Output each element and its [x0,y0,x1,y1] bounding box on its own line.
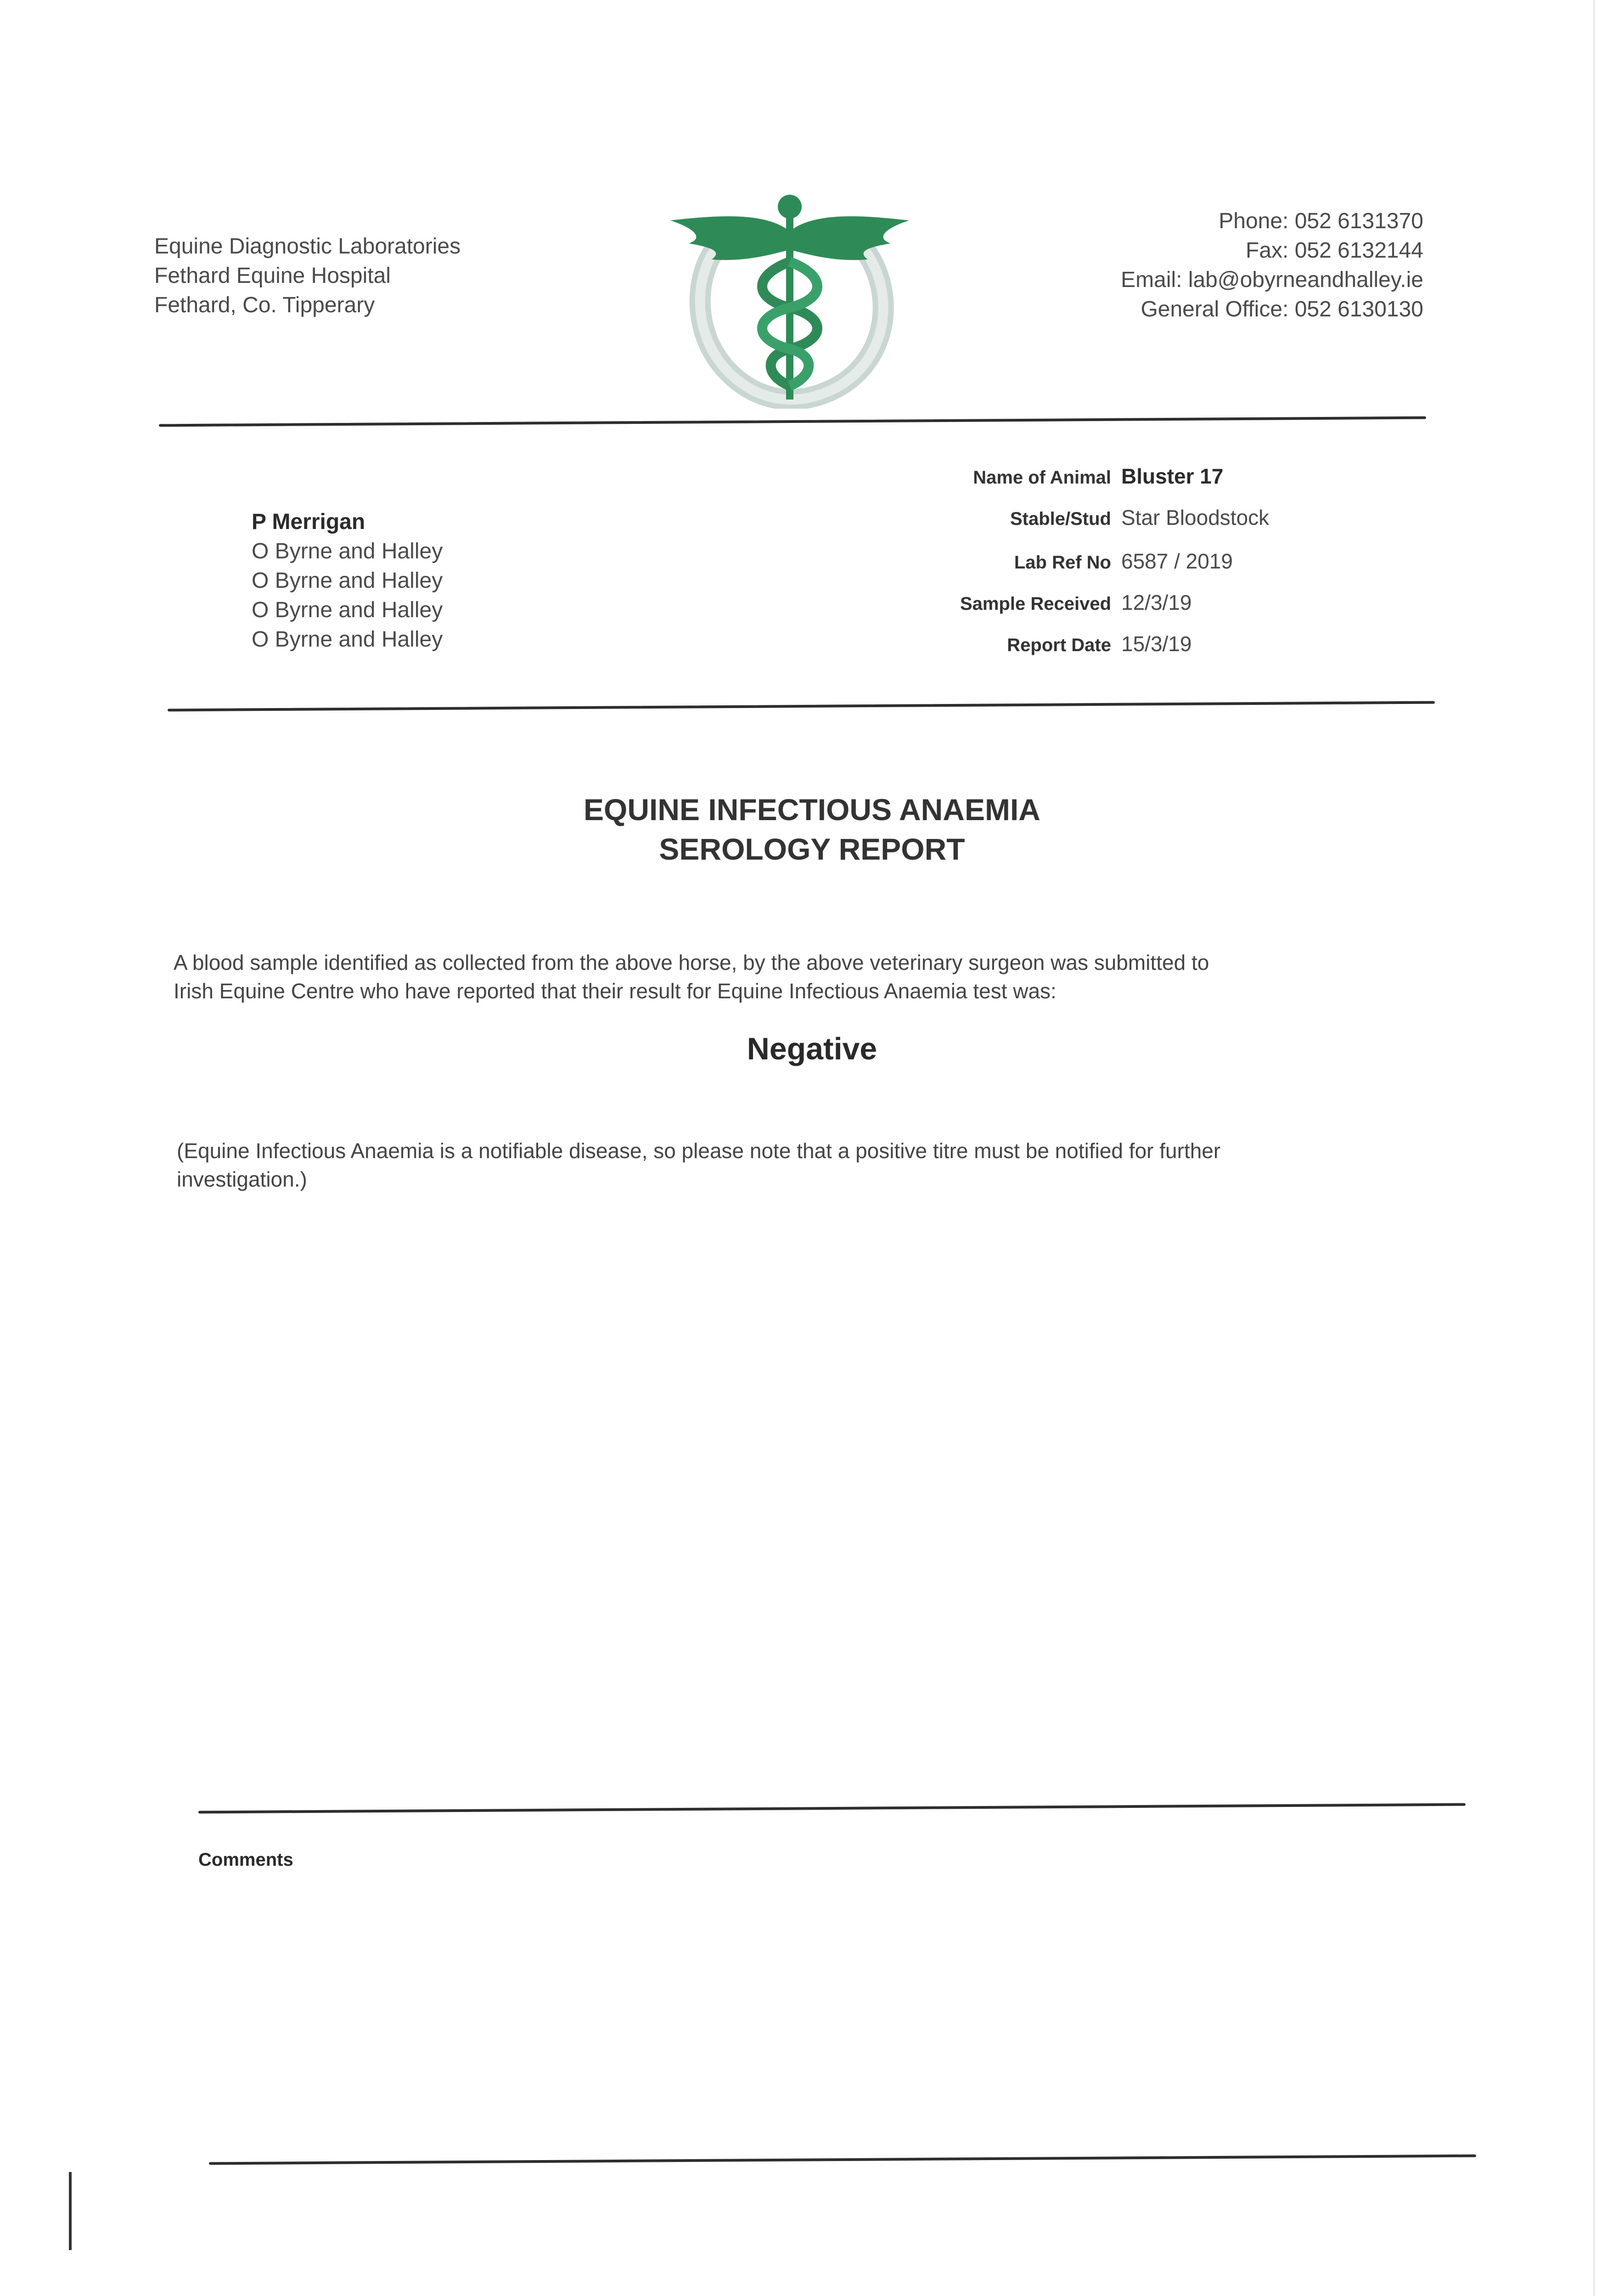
header-divider [159,416,1426,427]
intro-line: A blood sample identified as collected from the above horse, by the above veterinary surgeon was submitted to [174,951,1209,974]
notifiable-note [177,1137,1462,1193]
sample-received-label: Sample Received [960,594,1111,614]
report-date-row [900,629,1191,660]
note-line: (Equine Infectious Anaemia is a notifiable disease, so please note that a positive titre must be notified for further [177,1139,1221,1163]
sample-received-row [900,588,1191,619]
animal-name-row [900,461,1223,492]
stable-row [900,503,1269,534]
lab-ref-label: Lab Ref No [1014,552,1111,573]
scan-page-edge [1593,0,1595,2296]
recipient-line: O Byrne and Halley [252,539,443,563]
recipient-line: O Byrne and Halley [252,598,443,622]
lab-ref-value: 6587 / 2019 [1121,549,1233,573]
lab-contact [964,207,1423,324]
report-date-value: 15/3/19 [1121,632,1192,656]
animal-name-value: Bluster 17 [1121,464,1224,488]
lab-address-line: Fethard Equine Hospital [154,264,391,288]
caduceus-horseshoe-logo-icon [661,193,918,409]
test-result: Negative [747,1031,877,1066]
report-title-line: SEROLOGY REPORT [659,832,965,866]
comments-label: Comments [198,1850,293,1870]
stable-label: Stable/Stud [1010,509,1111,529]
animal-name-label: Name of Animal [973,467,1111,488]
scan-edge-mark [69,2172,72,2250]
report-date-label: Report Date [1007,635,1111,655]
note-line: investigation.) [177,1167,307,1191]
recipient-name: P Merrigan [252,510,365,534]
recipient-block [252,507,443,654]
general-office-number: General Office: 052 6130130 [1141,297,1423,321]
recipient-line: O Byrne and Halley [252,568,443,593]
fax-number: Fax: 052 6132144 [1246,238,1423,263]
lab-ref-row [900,546,1233,577]
comments-divider [198,1803,1466,1814]
report-title [0,790,1624,869]
lab-address [154,232,461,320]
sample-received-value: 12/3/19 [1121,591,1192,614]
report-title-line: EQUINE INFECTIOUS ANAEMIA [584,793,1040,827]
info-divider [168,701,1435,712]
footer-divider [209,2155,1476,2165]
recipient-line: O Byrne and Halley [252,627,443,652]
phone-number: Phone: 052 6131370 [1219,209,1423,233]
intro-paragraph [174,948,1450,1005]
intro-line: Irish Equine Centre who have reported that their result for Equine Infectious Anaemia test was: [174,979,1056,1003]
lab-address-line: Fethard, Co. Tipperary [154,293,375,317]
lab-address-line: Equine Diagnostic Laboratories [154,234,461,259]
stable-value: Star Bloodstock [1121,506,1270,529]
email-address: Email: lab@obyrneandhalley.ie [1121,268,1423,292]
